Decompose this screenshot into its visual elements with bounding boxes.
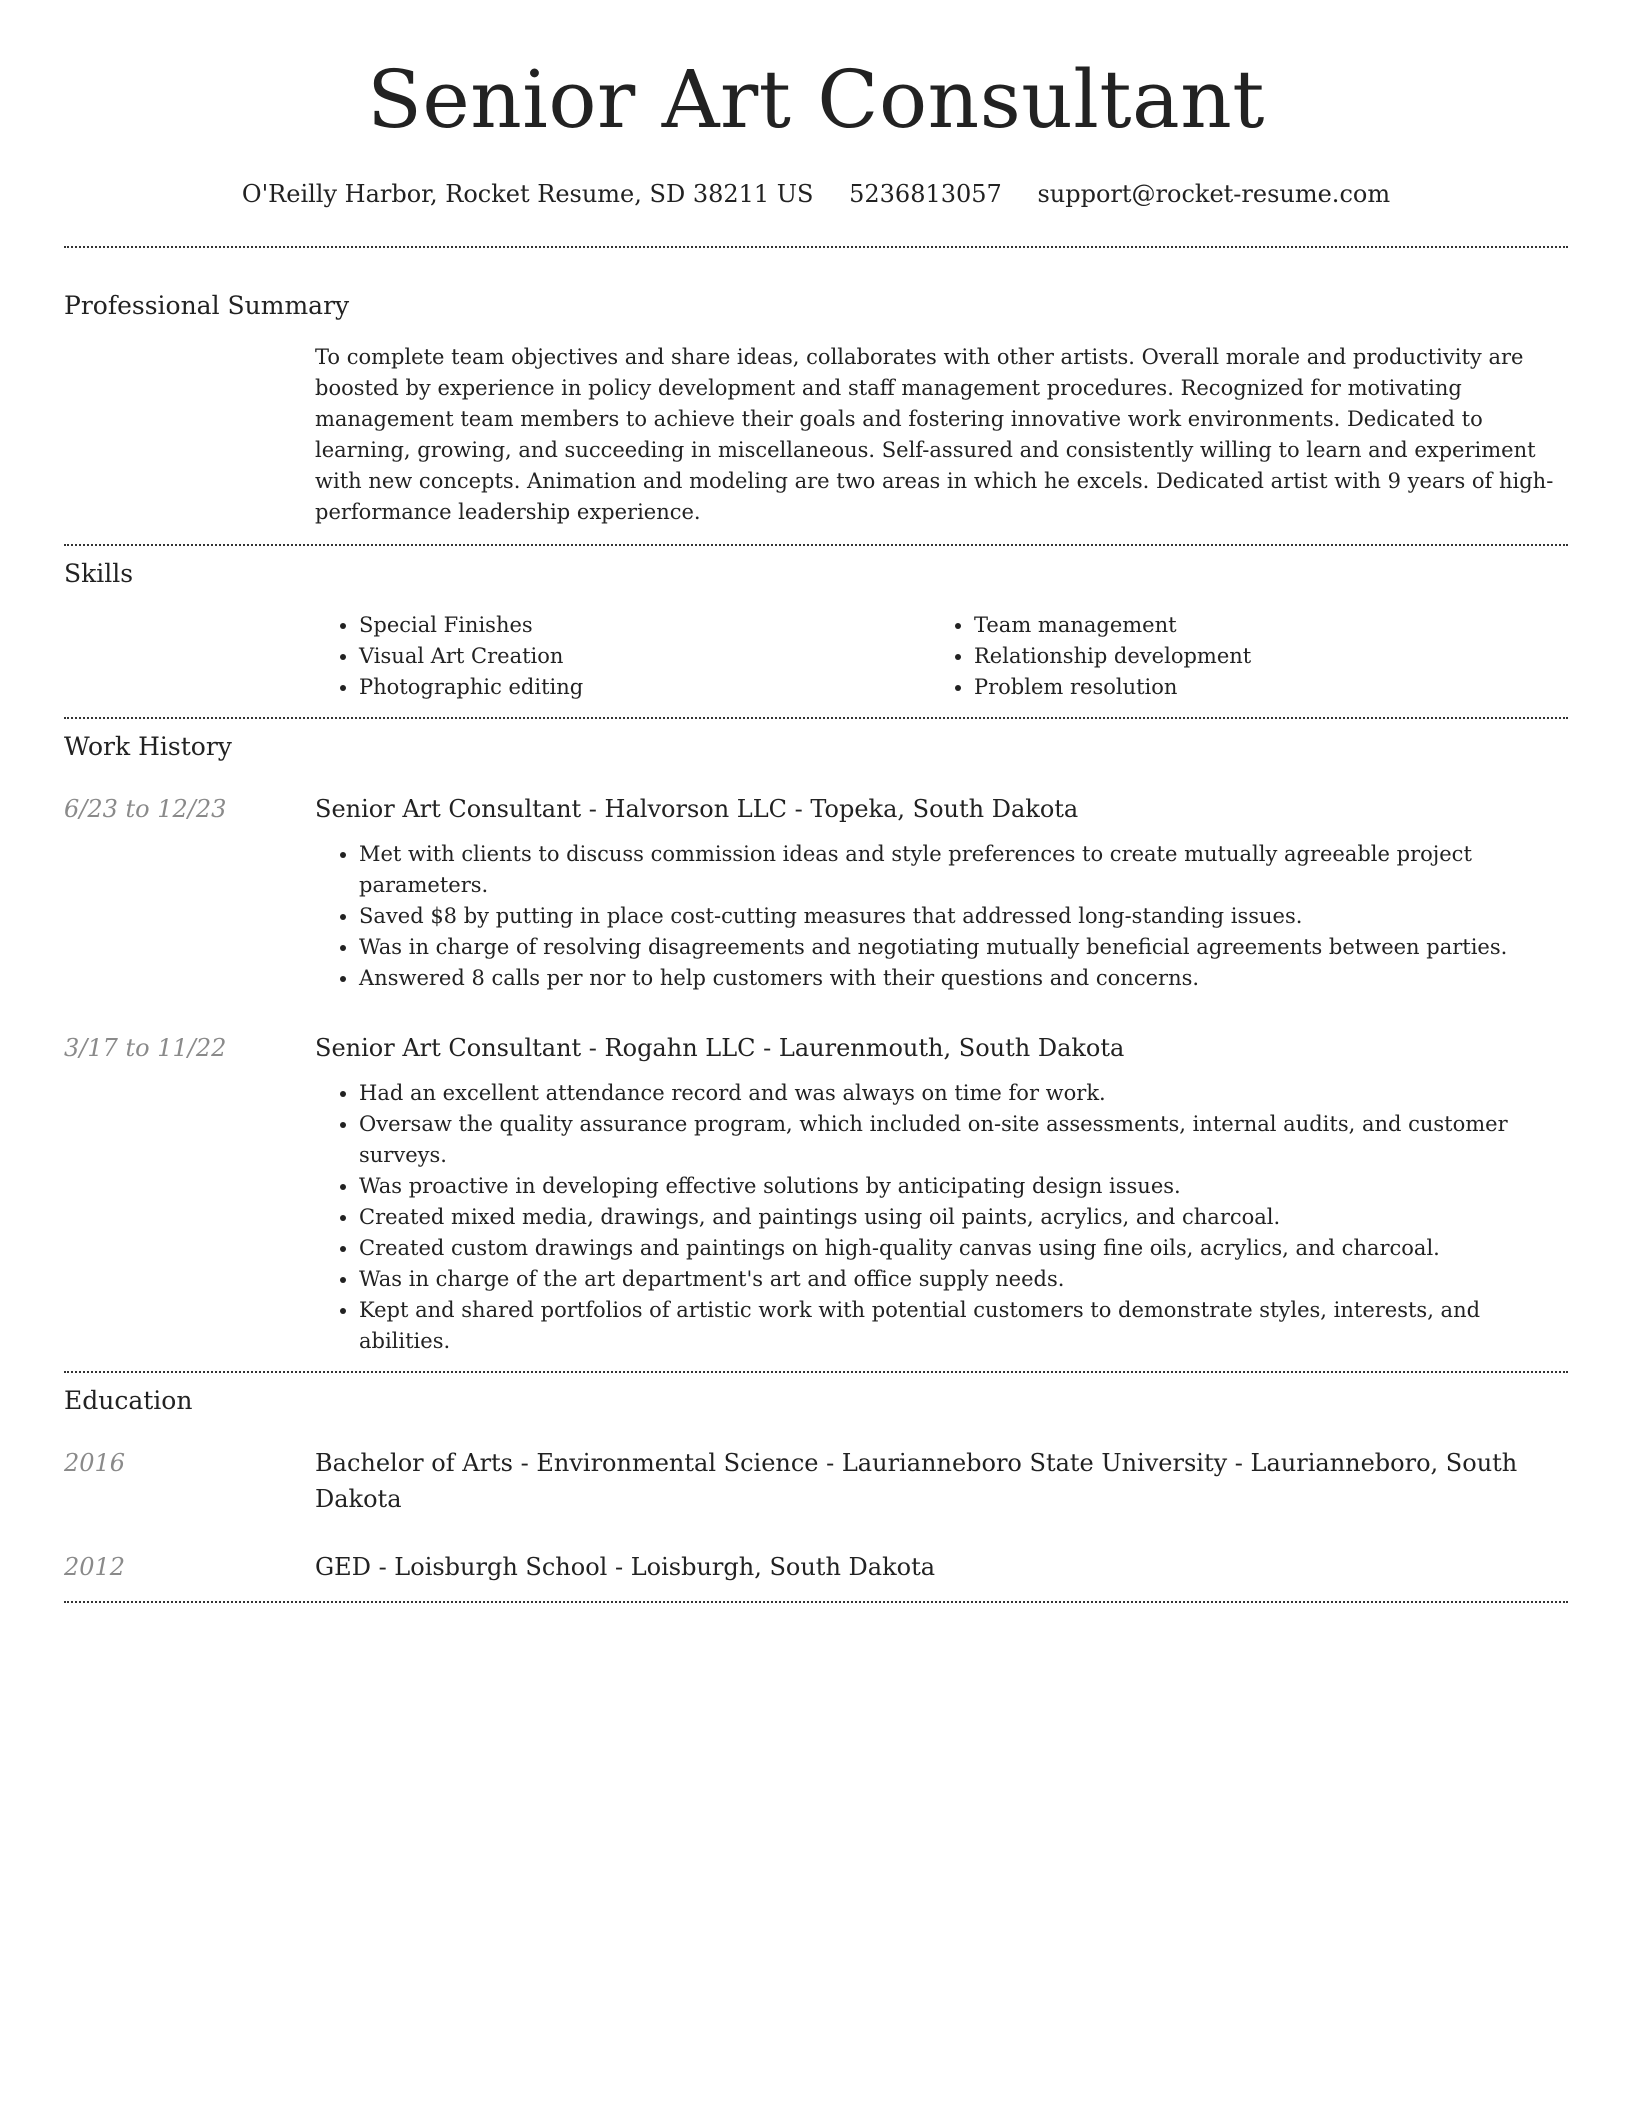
skill-item: • Problem resolution	[974, 672, 1545, 703]
skill-item: • Visual Art Creation	[359, 641, 930, 672]
job-heading: Senior Art Consultant - Halvorson LLC - Topeka, South Dakota	[315, 795, 1079, 823]
job-entry	[64, 791, 1568, 994]
job-bullet: • Had an excellent attendance record and was always on time for work.	[359, 1078, 1568, 1109]
skills-list	[315, 610, 1568, 703]
contact-phone: 5236813057	[849, 180, 1002, 208]
summary-heading: Professional Summary	[64, 291, 350, 320]
contact-address: O'Reilly Harbor, Rocket Resume, SD 38211 US	[241, 180, 814, 208]
work-history-heading: Work History	[64, 732, 232, 761]
job-bullet: • Oversaw the quality assurance program, which included on-site assessments, internal audits, and customer surveys.	[359, 1109, 1568, 1171]
job-dates: 3/17 to 11/22	[64, 1034, 227, 1062]
skill-item: • Team management	[974, 610, 1545, 641]
job-bullet: • Was in charge of resolving disagreements and negotiating mutually beneficial agreements between parties.	[359, 932, 1568, 963]
job-entry	[64, 1030, 1568, 1357]
skill-item: • Special Finishes	[359, 610, 930, 641]
job-bullet: • Created mixed media, drawings, and paintings using oil paints, acrylics, and charcoal.	[359, 1202, 1568, 1233]
contact-line	[64, 178, 1568, 210]
job-details	[315, 791, 1568, 994]
job-heading: Senior Art Consultant - Rogahn LLC - Laurenmouth, South Dakota	[315, 1034, 1125, 1062]
job-bullet: • Was in charge of the art department's art and office supply needs.	[359, 1264, 1568, 1295]
education-year: 2016	[64, 1449, 126, 1477]
work-divider	[64, 1371, 1568, 1373]
job-dates: 6/23 to 12/23	[64, 795, 227, 823]
summary-divider	[64, 544, 1568, 546]
education-heading-line: Bachelor of Arts - Environmental Science - Laurianneboro State University - Laurianneboro, South Dakota	[315, 1449, 1518, 1513]
education-entry	[64, 1549, 1568, 1585]
education-divider	[64, 1601, 1568, 1603]
contact-email: support@rocket-resume.com	[1037, 180, 1391, 208]
education-entry	[64, 1445, 1568, 1517]
job-bullet: • Was proactive in developing effective solutions by anticipating design issues.	[359, 1171, 1568, 1202]
education-details	[315, 1445, 1568, 1517]
skill-item: • Relationship development	[974, 641, 1545, 672]
job-bullets	[315, 1078, 1568, 1357]
job-bullet: • Created custom drawings and paintings on high-quality canvas using fine oils, acrylics, and charcoal.	[359, 1233, 1568, 1264]
job-bullet: • Kept and shared portfolios of artistic work with potential customers to demonstrate styles, interests, and abilities.	[359, 1295, 1568, 1357]
skills-heading: Skills	[64, 559, 134, 588]
header-divider	[64, 246, 1568, 248]
job-bullets	[315, 839, 1568, 994]
education-heading: Education	[64, 1386, 193, 1415]
skills-column-left	[315, 610, 930, 703]
education-details	[315, 1549, 1568, 1585]
education-year: 2012	[64, 1553, 126, 1581]
education-heading-line: GED - Loisburgh School - Loisburgh, South Dakota	[315, 1553, 936, 1581]
job-details	[315, 1030, 1568, 1357]
skills-column-right	[930, 610, 1545, 703]
job-bullet: • Saved $8 by putting in place cost-cutting measures that addressed long-standing issues.	[359, 901, 1568, 932]
resume-title: Senior Art Consultant	[367, 53, 1265, 146]
summary-text: To complete team objectives and share ideas, collaborates with other artists. Overall morale and productivity are boosted by experience in policy development and staff management procedures. Recognized for motivating management team members to achieve their goals and fostering innovative work environments. Dedicated to learning, growing, and succeeding in miscellaneous. Self-assured and consistently willing to learn and experiment with new concepts. Animation and modeling are two areas in which he excels. Dedicated artist with 9 years of high-performance leadership experience.	[315, 345, 1554, 524]
skill-item: • Photographic editing	[359, 672, 930, 703]
job-bullet: • Answered 8 calls per nor to help customers with their questions and concerns.	[359, 963, 1568, 994]
job-bullet: • Met with clients to discuss commission ideas and style preferences to create mutually agreeable project parameters.	[359, 839, 1568, 901]
skills-divider	[64, 717, 1568, 719]
